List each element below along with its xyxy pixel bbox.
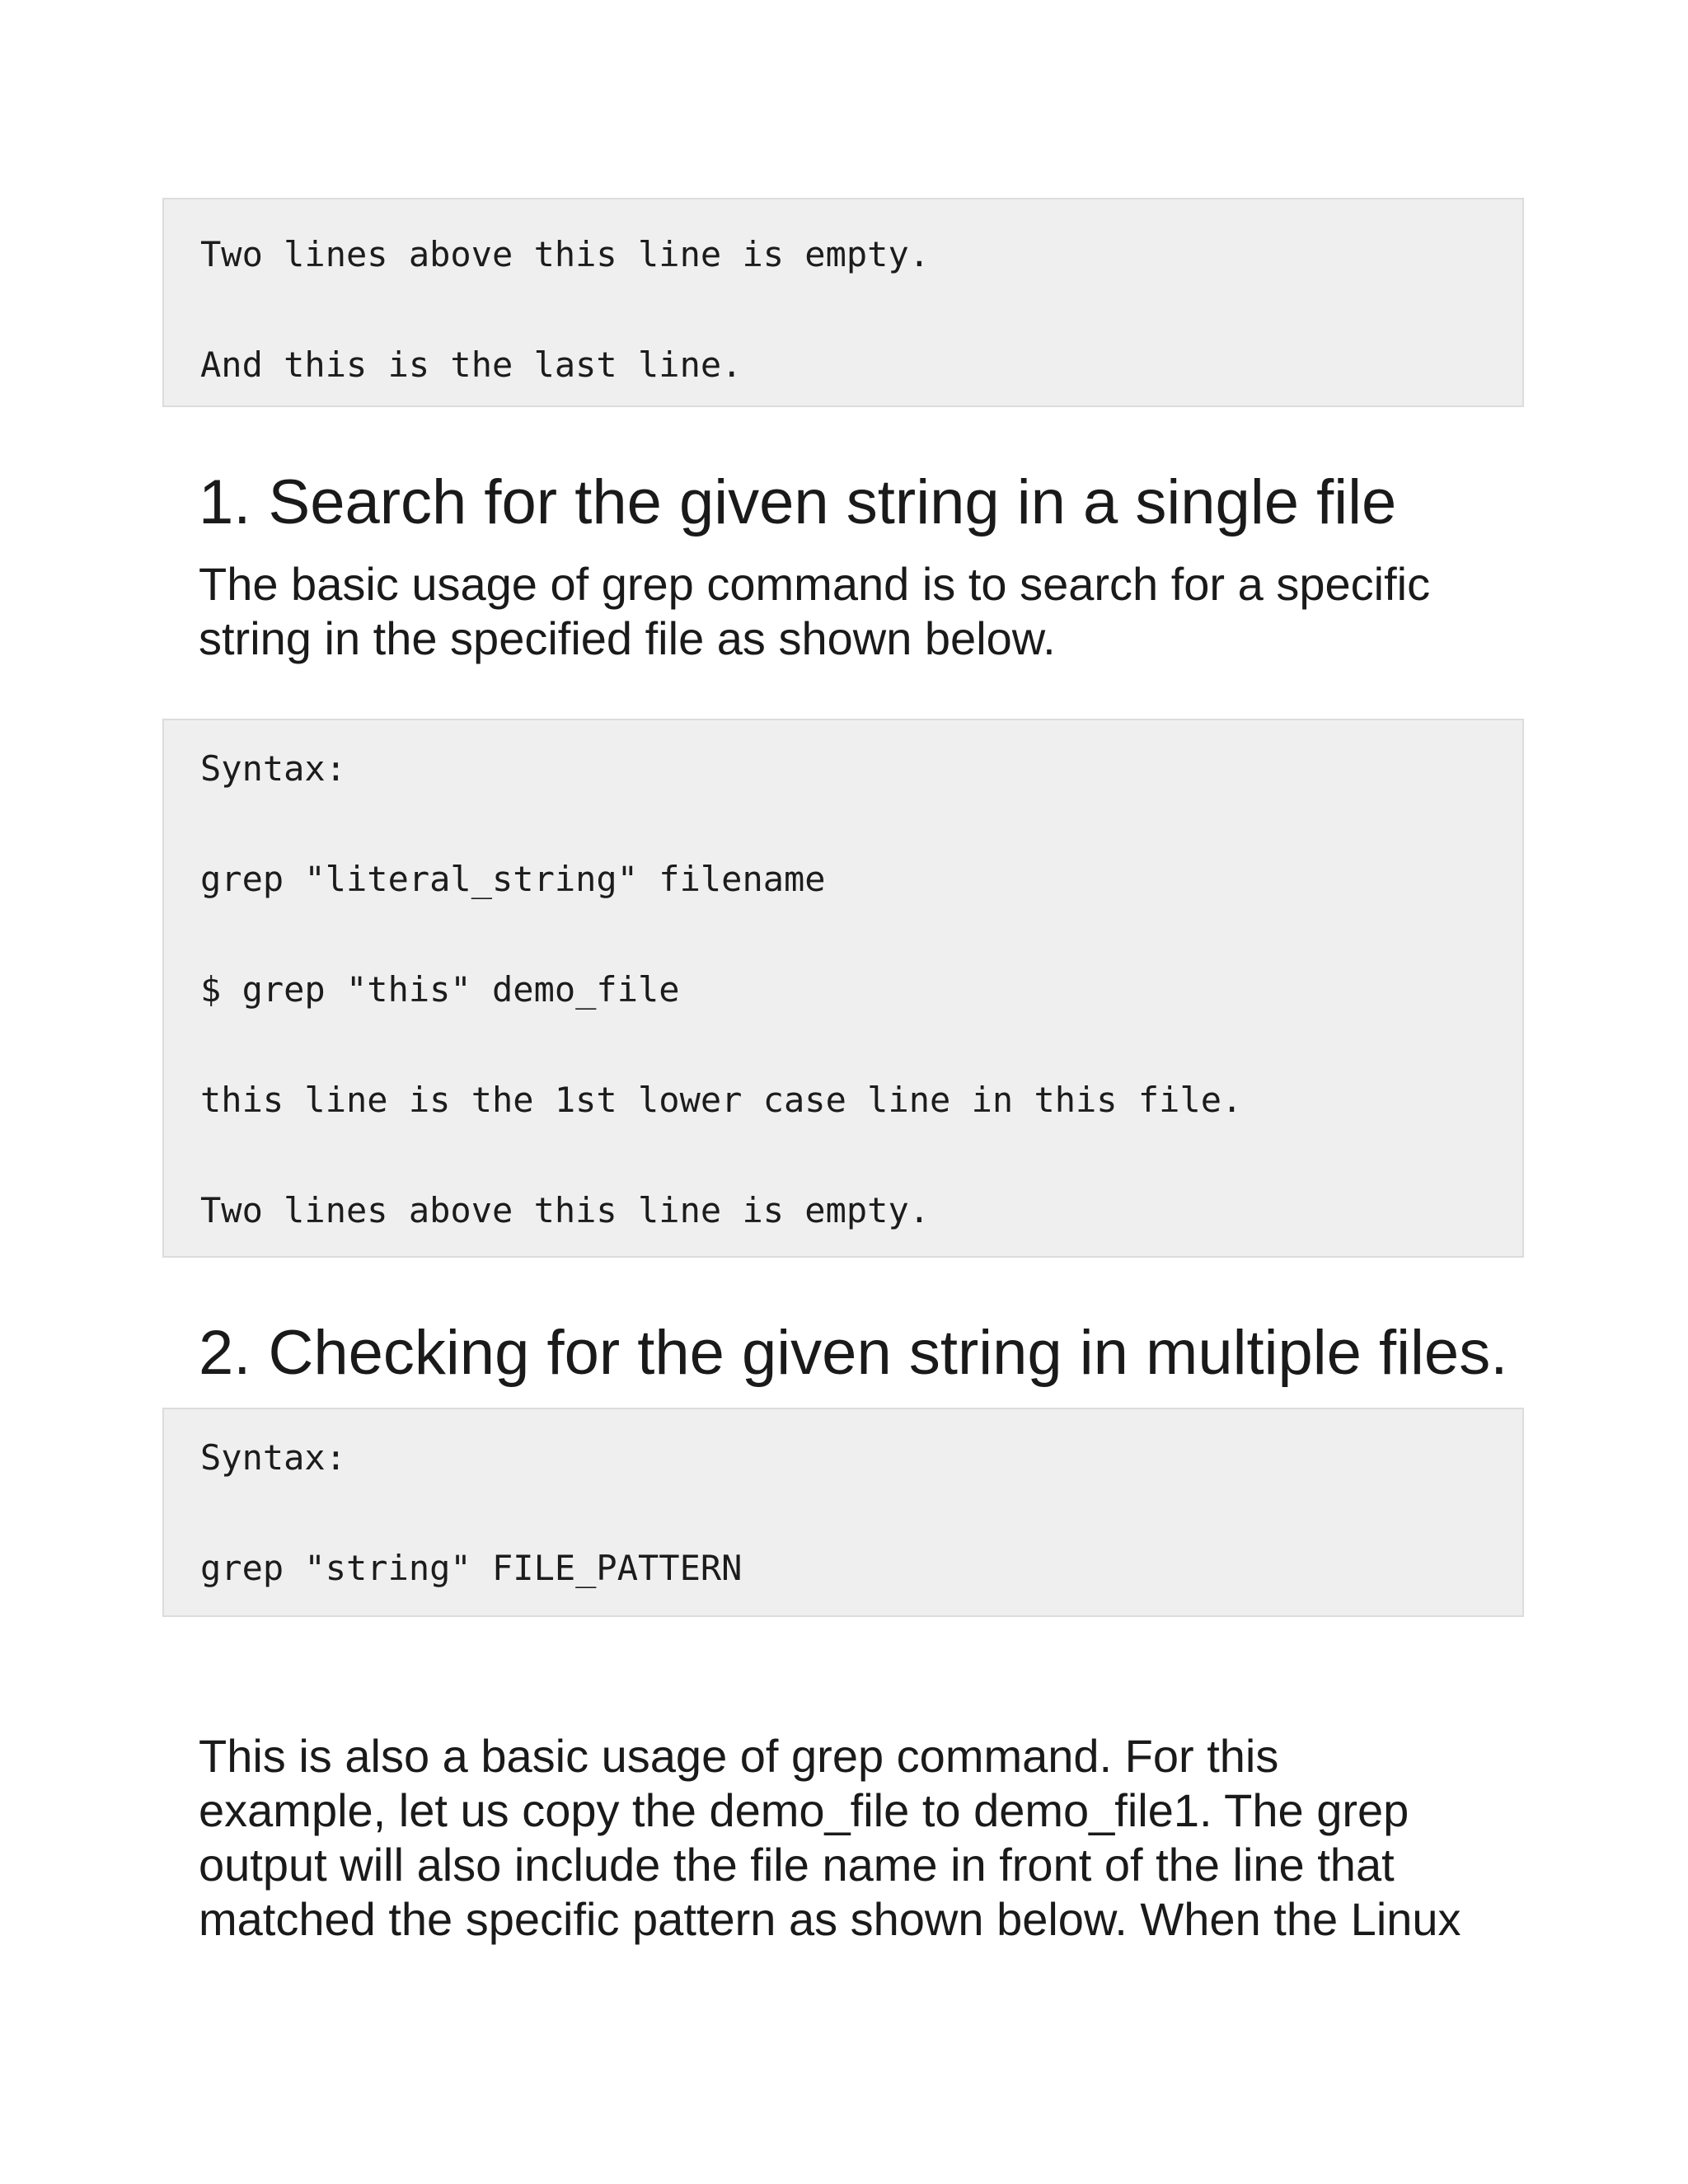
paragraph-line: matched the specific pattern as shown below. When the Linux xyxy=(199,1893,1461,1945)
section-2-heading: 2. Checking for the given string in multiple files. xyxy=(199,1318,1508,1388)
code-line: Two lines above this line is empty. xyxy=(200,1190,931,1230)
code-line: grep "string" FILE_PATTERN xyxy=(200,1548,743,1588)
paragraph-line: The basic usage of grep command is to search for a specific xyxy=(199,558,1431,610)
section-1-paragraph xyxy=(199,557,1430,666)
code-line: grep "literal_string" filename xyxy=(200,859,826,899)
code-line: Syntax: xyxy=(200,748,347,789)
code-line: Syntax: xyxy=(200,1437,347,1478)
paragraph-line: example, let us copy the demo_file to demo_file1. The grep xyxy=(199,1784,1409,1836)
paragraph-line: string in the specified file as shown below. xyxy=(199,612,1056,664)
code-block-1 xyxy=(162,198,1524,407)
section-1-heading: 1. Search for the given string in a single file xyxy=(199,467,1397,537)
code-line: And this is the last line. xyxy=(200,344,743,385)
paragraph-line: This is also a basic usage of grep command. For this xyxy=(199,1730,1279,1782)
code-line: this line is the 1st lower case line in this file. xyxy=(200,1080,1243,1120)
code-block-3 xyxy=(162,1408,1524,1617)
paragraph-line: output will also include the file name in front of the line that xyxy=(199,1839,1395,1891)
body-paragraph xyxy=(199,1729,1461,1947)
code-line: Two lines above this line is empty. xyxy=(200,234,931,274)
code-line: $ grep "this" demo_file xyxy=(200,969,680,1010)
code-block-2 xyxy=(162,719,1524,1258)
